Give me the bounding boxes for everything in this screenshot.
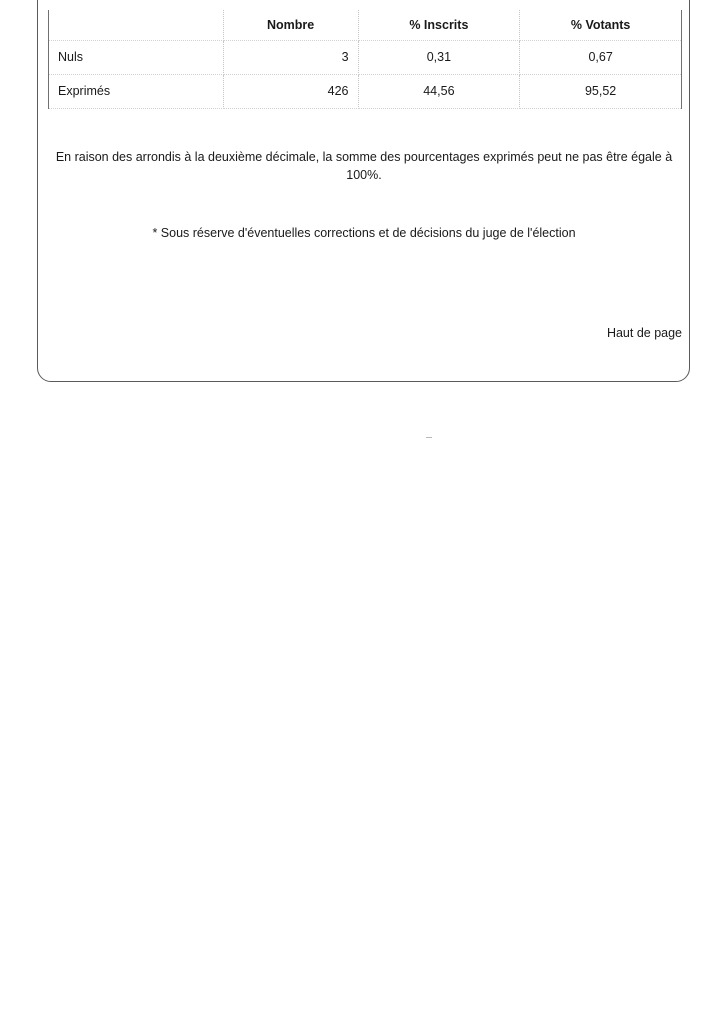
- row-inscrits: 0,31: [358, 40, 520, 74]
- header-nombre: Nombre: [223, 10, 358, 40]
- row-nombre: 426: [223, 74, 358, 108]
- header-label: [49, 10, 224, 40]
- results-table: [48, 10, 682, 109]
- back-to-top-link[interactable]: Haut de page: [606, 326, 682, 340]
- table-row: [49, 40, 682, 74]
- row-votants: 0,67: [520, 40, 682, 74]
- table-row: [49, 74, 682, 108]
- row-label: Exprimés: [49, 74, 224, 108]
- header-votants: % Votants: [520, 10, 682, 40]
- rounding-note: En raison des arrondis à la deuxième décimale, la somme des pourcentages exprimés peut ne pas être égale à 100%.: [55, 150, 673, 182]
- row-nombre: 3: [223, 40, 358, 74]
- row-votants: 95,52: [520, 74, 682, 108]
- reserve-note: * Sous réserve d'éventuelles corrections et de décisions du juge de l'élection: [152, 226, 576, 240]
- scan-mark: [426, 437, 432, 438]
- row-inscrits: 44,56: [358, 74, 520, 108]
- header-inscrits: % Inscrits: [358, 10, 520, 40]
- row-label: Nuls: [49, 40, 224, 74]
- table-header-row: [49, 10, 682, 40]
